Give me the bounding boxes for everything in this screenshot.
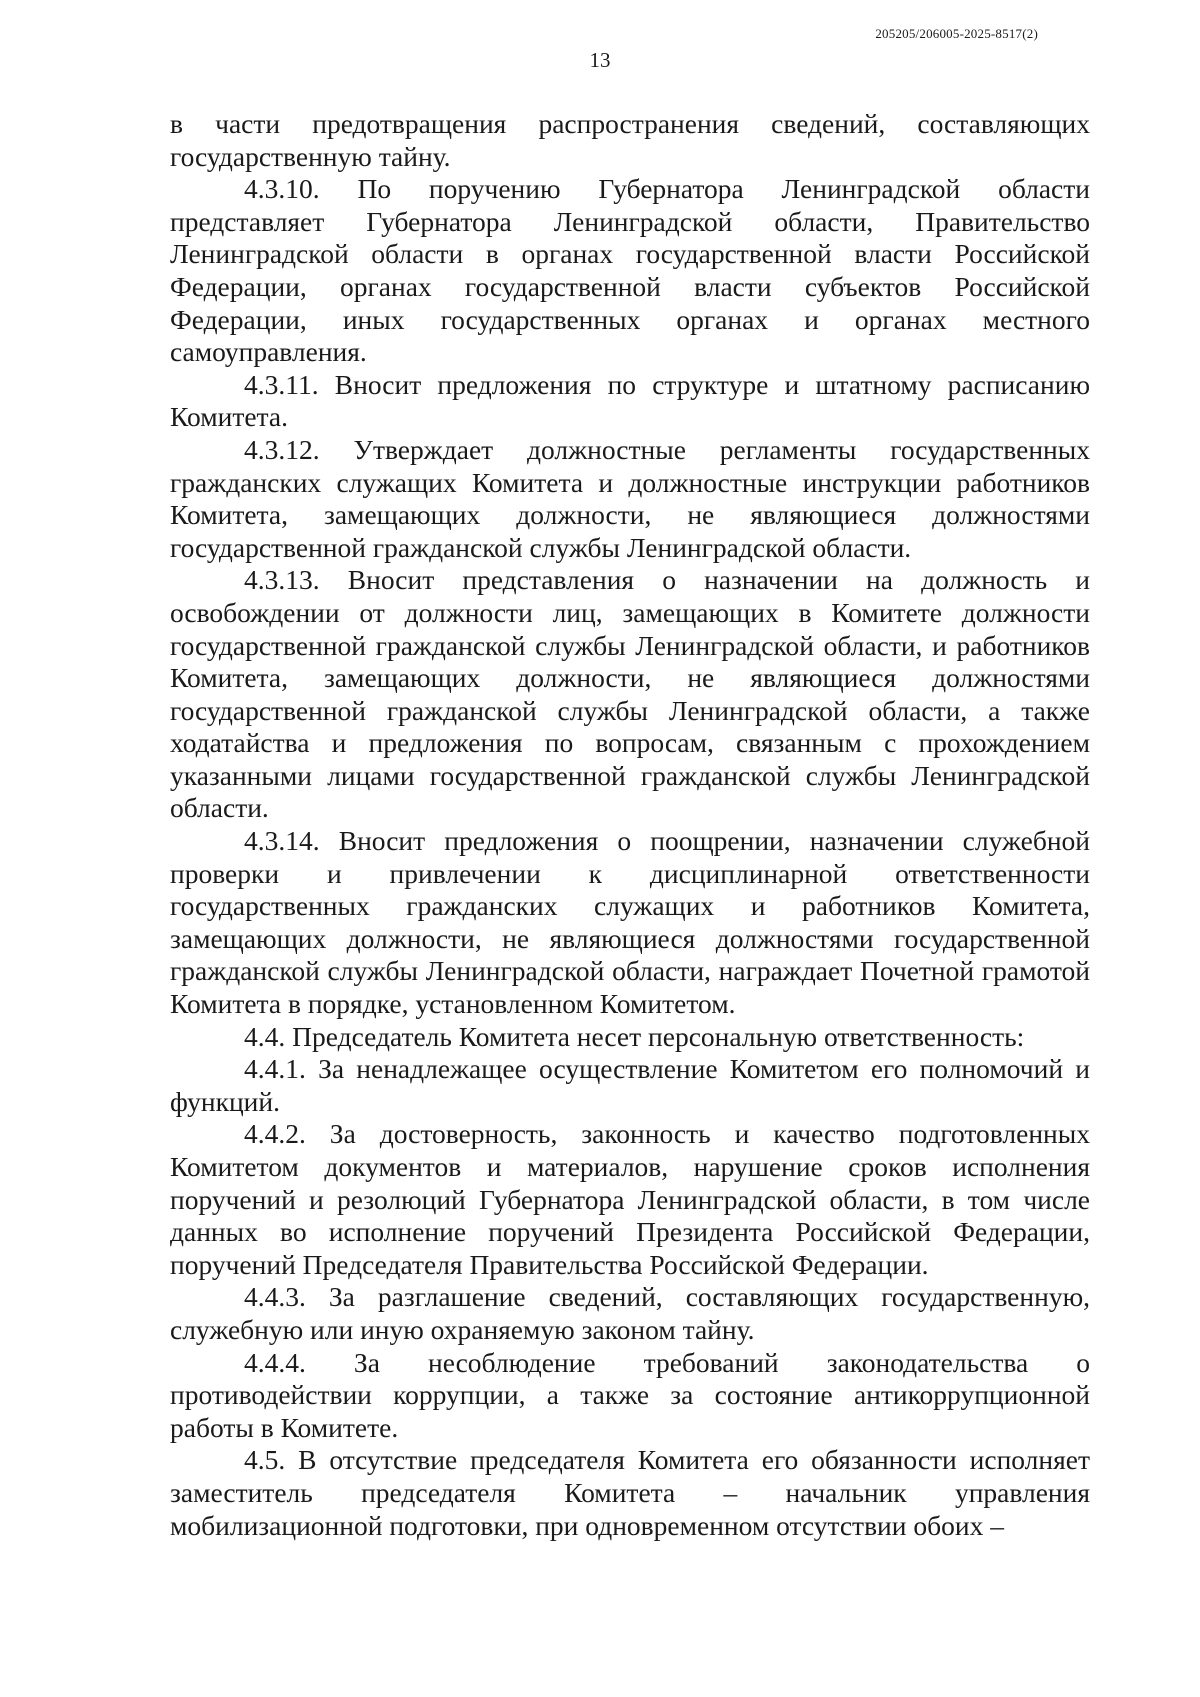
paragraph-4-4-2: 4.4.2. За достоверность, законность и качество подготовленных Комитетом документов и материалов, нарушение сроков исполнения поручений и резолюций Губернатора Ленинградской области, в том числе данных во исполнение поручений Президента Российской Федерации, поручений Председателя Правительства Российской Федерации. xyxy=(170,1118,1090,1280)
document-id: 205205/206005-2025-8517(2) xyxy=(875,26,1038,41)
paragraph-4-3-11: 4.3.11. Вносит предложения по структуре и штатному расписанию Комитета. xyxy=(170,368,1090,433)
paragraph-4-3-14: 4.3.14. Вносит предложения о поощрении, назначении служебной проверки и привлечении к дисциплинарной ответственности государственных гражданских служащих и работников Комитета, замещающих должности, не являющиеся должностями государственной гражданской службы Ленинградской области, награждает Почетной грамотой Комитета в порядке, установленном Комитетом. xyxy=(170,825,1090,1020)
page-number: 13 xyxy=(589,48,611,72)
paragraph-4-4-1: 4.4.1. За ненадлежащее осуществление Комитетом его полномочий и функций. xyxy=(170,1053,1090,1117)
paragraph-4-5: 4.5. В отсутствие председателя Комитета его обязанности исполняет заместитель председателя Комитета – начальник управления мобилизационной подготовки, при одновременном отсутствии обоих – xyxy=(170,1444,1090,1541)
document-body xyxy=(170,108,1090,1542)
paragraph-4-4-3: 4.4.3. За разглашение сведений, составляющих государственную, служебную или иную охраняемую законом тайну. xyxy=(170,1281,1090,1345)
paragraph-4-4: 4.4. Председатель Комитета несет персональную ответственность: xyxy=(244,1020,1025,1052)
paragraph-4-3-10: 4.3.10. По поручению Губернатора Ленинградской области представляет Губернатора Ленинградской области, Правительство Ленинградской области в органах государственной власти Российской Федерации, органах государственной власти субъектов Российской Федерации, иных государственных органах и органах местного самоуправления. xyxy=(170,173,1090,368)
paragraph-4-3-12: 4.3.12. Утверждает должностные регламенты государственных гражданских служащих Комитета и должностные инструкции работников Комитета, замещающих должности, не являющиеся должностями государственной гражданской службы Ленинградской области. xyxy=(170,433,1090,563)
paragraph-4-3-13: 4.3.13. Вносит представления о назначении на должность и освобождении от должности лиц, замещающих в Комитете должности государственной гражданской службы Ленинградской области, и работников Комитета, замещающих должности, не являющиеся должностями государственной гражданской службы Ленинградской области, а также ходатайства и предложения по вопросам, связанным с прохождением указанными лицами государственной гражданской службы Ленинградской области. xyxy=(170,564,1090,824)
paragraph-4-4-4: 4.4.4. За несоблюдение требований законодательства о противодействии коррупции, а также за состояние антикоррупционной работы в Комитете. xyxy=(170,1346,1090,1443)
paragraph-continuation: в части предотвращения распространения сведений, составляющих государственную тайну. xyxy=(170,108,1090,172)
